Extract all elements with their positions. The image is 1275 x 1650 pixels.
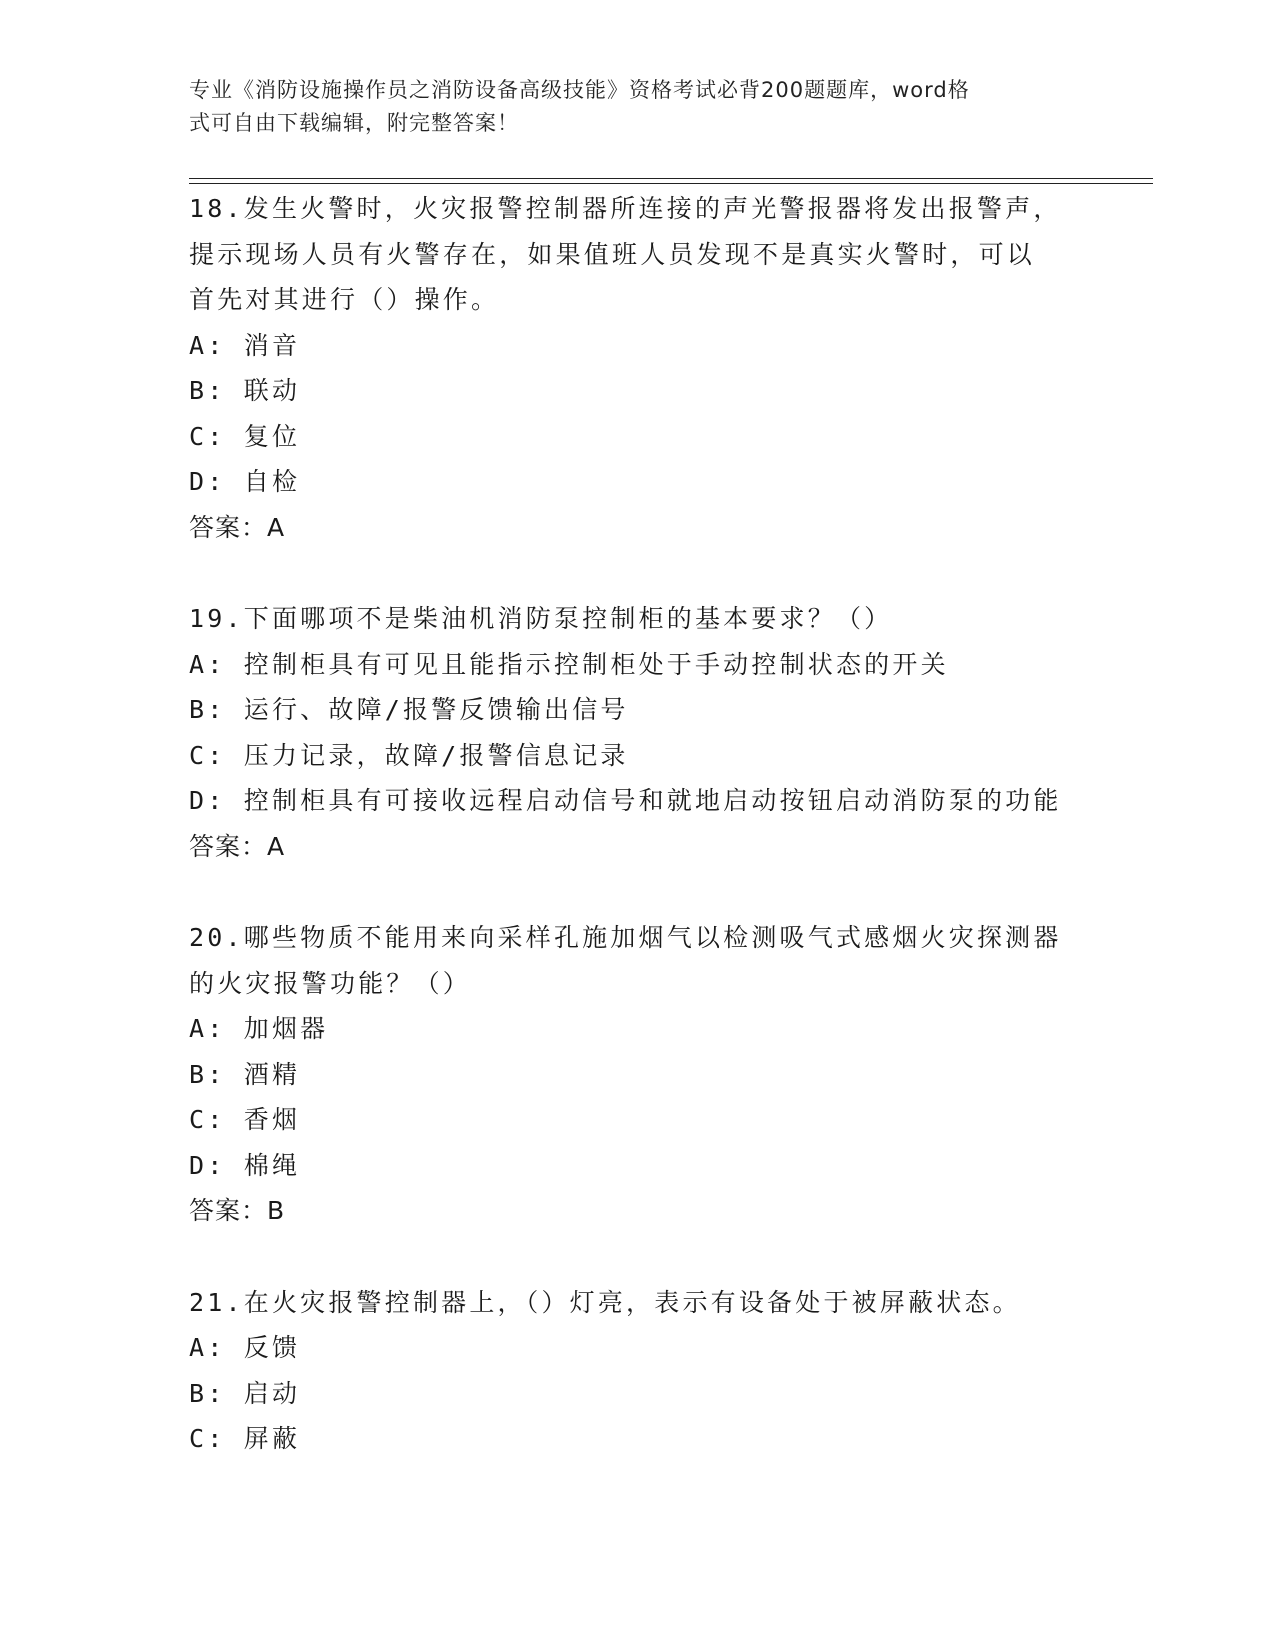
question-18 — [189, 186, 1089, 550]
question-text-line: 21.在火灾报警控制器上，（）灯亮，表示有设备处于被屏蔽状态。 — [189, 1287, 1021, 1317]
option-a: A: 控制柜具有可见且能指示控制柜处于手动控制状态的开关 — [189, 649, 949, 679]
header-divider-bottom — [189, 183, 1153, 184]
question-list — [189, 186, 1089, 1462]
option-c: C: 香烟 — [189, 1105, 301, 1134]
option-d: D: 棉绳 — [189, 1150, 301, 1180]
question-text-line: 首先对其进行（）操作。 — [189, 285, 500, 314]
option-b: B: 启动 — [189, 1378, 301, 1408]
question-text-line: 20.哪些物质不能用来向采样孔施加烟气以检测吸气式感烟火灾探测器 — [189, 923, 1062, 952]
question-text-line: 19.下面哪项不是柴油机消防泵控制柜的基本要求？（） — [189, 604, 893, 633]
question-20 — [189, 915, 1089, 1234]
answer: 答案：A — [189, 831, 286, 861]
option-b: B: 联动 — [189, 376, 301, 405]
option-a: A: 反馈 — [189, 1333, 301, 1362]
option-b: B: 酒精 — [189, 1059, 301, 1089]
header-divider-top — [189, 178, 1153, 179]
question-text-line: 的火灾报警功能？（） — [189, 968, 472, 998]
document-header — [189, 74, 1069, 140]
option-c: C: 压力记录，故障/报警信息记录 — [189, 740, 629, 770]
option-b: B: 运行、故障/报警反馈输出信号 — [189, 695, 629, 724]
header-line-2: 式可自由下载编辑，附完整答案！ — [189, 111, 519, 135]
option-c: C: 屏蔽 — [189, 1424, 301, 1453]
answer: 答案：B — [189, 1196, 286, 1225]
option-d: D: 控制柜具有可接收远程启动信号和就地启动按钮启动消防泵的功能 — [189, 786, 1062, 815]
option-a: A: 加烟器 — [189, 1014, 329, 1043]
question-text-line: 18.发生火警时，火灾报警控制器所连接的声光警报器将发出报警声， — [189, 194, 1062, 223]
question-21 — [189, 1280, 1089, 1462]
option-d: D: 自检 — [189, 467, 301, 496]
option-a: A: 消音 — [189, 330, 301, 360]
question-19 — [189, 596, 1089, 869]
option-c: C: 复位 — [189, 421, 301, 451]
answer: 答案：A — [189, 512, 286, 542]
question-text-line: 提示现场人员有火警存在，如果值班人员发现不是真实火警时，可以 — [189, 239, 1036, 269]
header-line-1: 专业《消防设施操作员之消防设备高级技能》资格考试必背200题题库，word格 — [189, 78, 970, 102]
